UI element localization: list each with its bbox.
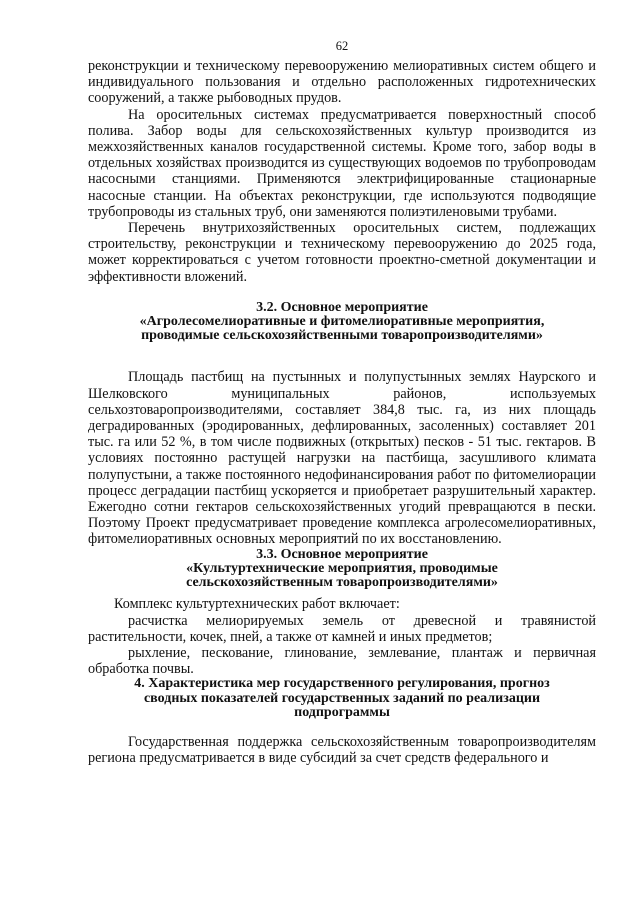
paragraph-state-support: Государственная поддержка сельскохозяйственным товаропроизводителям региона предусматривается в виде субсидий за счет средств федерального и bbox=[88, 733, 596, 767]
heading-3-2-title-line2: проводимые сельскохозяйственными товаропроизводителями» bbox=[141, 328, 543, 344]
document-body bbox=[88, 58, 596, 766]
paragraph-reconstruction-continued: реконструкции и техническому перевооружению мелиоративных систем общего и индивидуального пользования и отдельно расположенных гидротехнических сооружений, а также рыбоводных прудов. bbox=[88, 58, 596, 107]
section-heading-3-2 bbox=[88, 301, 596, 344]
heading-3-2-number: 3.2. Основное мероприятие bbox=[256, 299, 428, 315]
paragraph-works-loosening: рыхление, пескование, глинование, землевание, плантаж и первичная обработка почвы. bbox=[88, 644, 596, 678]
paragraph-works-intro: Комплекс культуртехнических работ включает: bbox=[114, 596, 400, 613]
paragraph-irrigation-systems-list: Перечень внутрихозяйственных оросительных систем, подлежащих строительству, реконструкции и техническому перевооружению до 2025 года, может корректироваться с учетом готовности проектно-сметной документации и эффективности вложений. bbox=[88, 220, 596, 285]
page-number: 62 bbox=[335, 39, 349, 53]
heading-4-line1: 4. Характеристика мер государственного регулирования, прогноз bbox=[134, 676, 550, 692]
section-heading-4 bbox=[88, 677, 596, 720]
heading-3-2-title-line1: «Агролесомелиоративные и фитомелиоративные мероприятия, bbox=[139, 314, 545, 330]
heading-4-line3: подпрограммы bbox=[294, 704, 390, 720]
section-heading-3-3 bbox=[88, 548, 596, 591]
heading-4-line2: сводных показателей государственных заданий по реализации bbox=[143, 690, 541, 706]
paragraph-works-clearing: расчистка мелиорируемых земель от древесной и травянистой растительности, кочек, пней, а также от камней и иных предметов; bbox=[88, 612, 596, 645]
heading-3-3-title-line2: сельскохозяйственным товаропроизводителями» bbox=[186, 575, 498, 591]
paragraph-pasture-degradation: Площадь пастбищ на пустынных и полупустынных землях Наурского и Шелковского муниципальных районов, используемых сельхозтоваропроизводителями, составляет 384,8 тыс. га, из них площадь деградированных (эродированных, дефлированных, засоленных) составляет 201 тыс. га или 52 %, в том числе подвижных (открытых) песков - 51 тыс. гектаров. В условиях постоянно растущей нагрузки на пастбища, засушливого климата полупустыни, а также постоянного недофинансирования работ по фитомелиорации процесс деградации пастбищ ускоряется и приобретает разрушительный характер. Ежегодно сотни гектаров сельскохозяйственных угодий превращаются в пески. Поэтому Проект предусматривает проведение комплекса агролесомелиоративных, фитомелиоративных основных мероприятий по их восстановлению. bbox=[88, 369, 596, 548]
heading-3-3-number: 3.3. Основное мероприятие bbox=[256, 546, 428, 562]
paragraph-irrigation-method: На оросительных системах предусматривается поверхностный способ полива. Забор воды для сельскохозяйственных культур производится из межхозяйственных каналов государственной системы. Кроме того, забор воды в отдельных хозяйствах производится из существующих водоемов по трубопроводам насосными станциями. Применяются электрифицированные стационарные насосные станции. На объектах реконструкции, где используются подводящие трубопроводы из стальных труб, они заменяются полиэтиленовыми трубами. bbox=[88, 106, 596, 220]
heading-3-3-title-line1: «Культуртехнические мероприятия, проводимые bbox=[186, 560, 498, 576]
